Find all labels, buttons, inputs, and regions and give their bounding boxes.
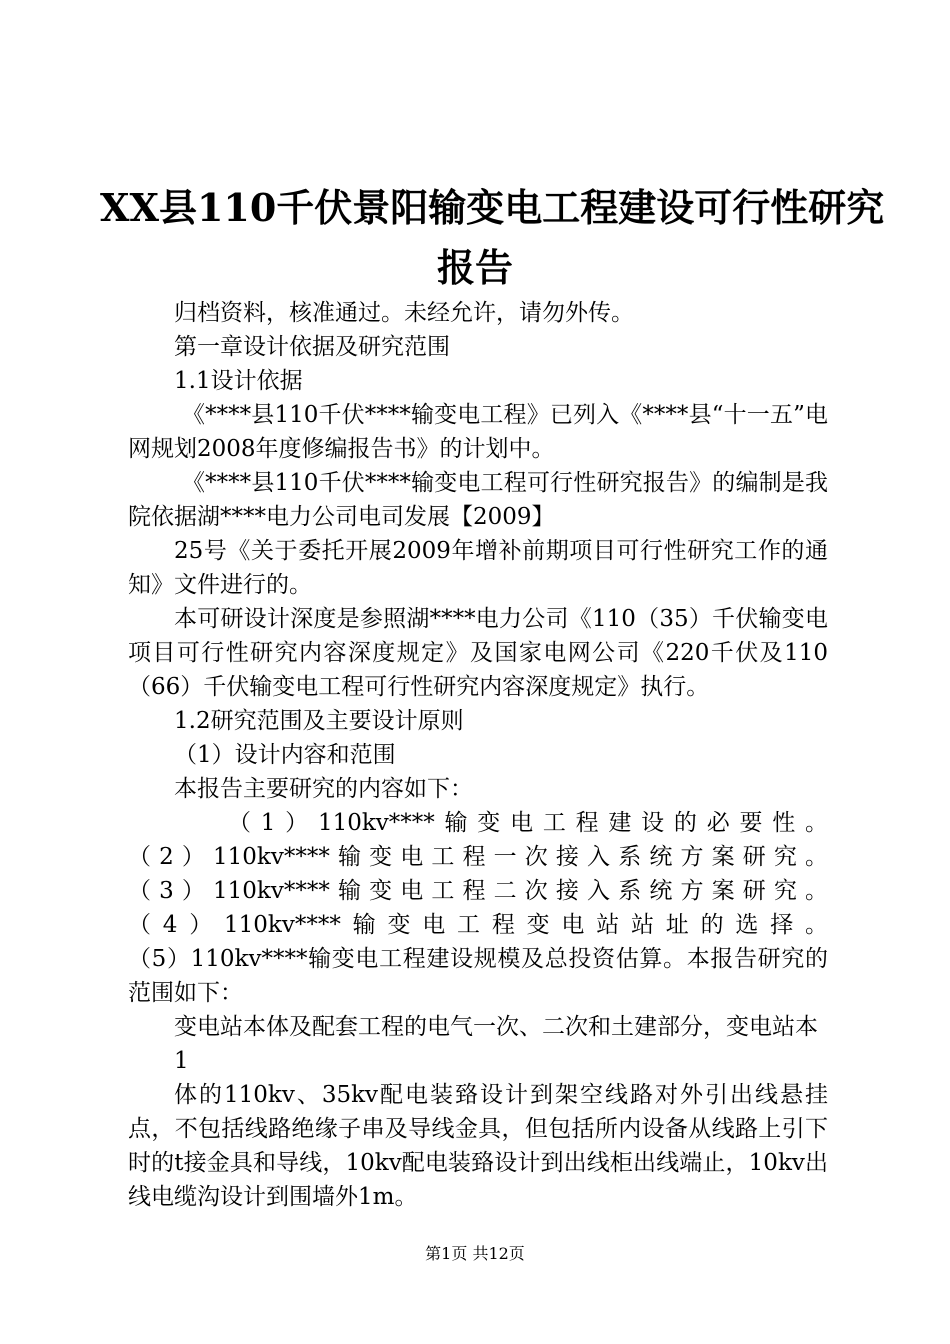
paragraph-depth-standard: 本可研设计深度是参照湖****电力公司《110（35）千伏输变电项目可行性研究内容深度规定》及国家电网公司《220千伏及110（66）千伏输变电工程可行性研究内容深度规定》执行。 <box>128 606 828 700</box>
paragraph-archive-note: 归档资料，核准通过。未经允许，请勿外传。 <box>174 300 634 326</box>
paragraph-substation-scope: 变电站本体及配套工程的电气一次、二次和土建部分，变电站本 <box>174 1014 818 1040</box>
section-heading-1-1: 1.1设计依据 <box>174 368 303 394</box>
document-title-line-2: 报告 <box>436 245 513 290</box>
section-heading-1-2: 1.2研究范围及主要设计原则 <box>174 708 464 734</box>
document-title-line-1: XX县110千伏景阳输变电工程建设可行性研究 <box>100 185 885 230</box>
subsection-heading: （1）设计内容和范围 <box>174 742 396 768</box>
list-item-5: （5）110kv****输变电工程建设规模及总投资估算。本报告研究的范围如下： <box>128 946 828 1006</box>
list-item-1: （1）110kv****输变电工程建设的必要性。 <box>228 810 828 836</box>
paragraph-notice: 25号《关于委托开展2009年增补前期项目可行性研究工作的通知》文件进行的。 <box>128 538 828 598</box>
paragraph-content-intro: 本报告主要研究的内容如下： <box>174 776 473 802</box>
list-item-3: （3）110kv****输变电工程二次接入系统方案研究。 <box>128 878 828 904</box>
page-footer: 第1页 共12页 <box>425 1244 525 1263</box>
chapter-heading: 第一章设计依据及研究范围 <box>174 334 450 360</box>
paragraph-plan: 《****县110千伏****输变电工程》已列入《****县“十一五”电网规划2008年度修编报告书》的计划中。 <box>128 402 828 462</box>
paragraph-substation-detail: 体的110kv、35kv配电装臵设计到架空线路对外引出线悬挂点，不包括线路绝缘子串及导线金具，但包括所内设备从线路上引下时的t接金具和导线，10kv配电装臵设计到出线柜出线端止，10kv出线电缆沟设计到围墙外1m。 <box>128 1082 828 1210</box>
paragraph-report-basis: 《****县110千伏****输变电工程可行性研究报告》的编制是我院依据湖****电力公司电司发展【2009】 <box>128 470 828 530</box>
inline-page-number: 1 <box>174 1048 189 1074</box>
list-item-4: （4）110kv****输变电工程变电站站址的选择。 <box>128 912 828 938</box>
list-item-2: （2）110kv****输变电工程一次接入系统方案研究。 <box>128 844 828 870</box>
document-body <box>128 296 828 1214</box>
